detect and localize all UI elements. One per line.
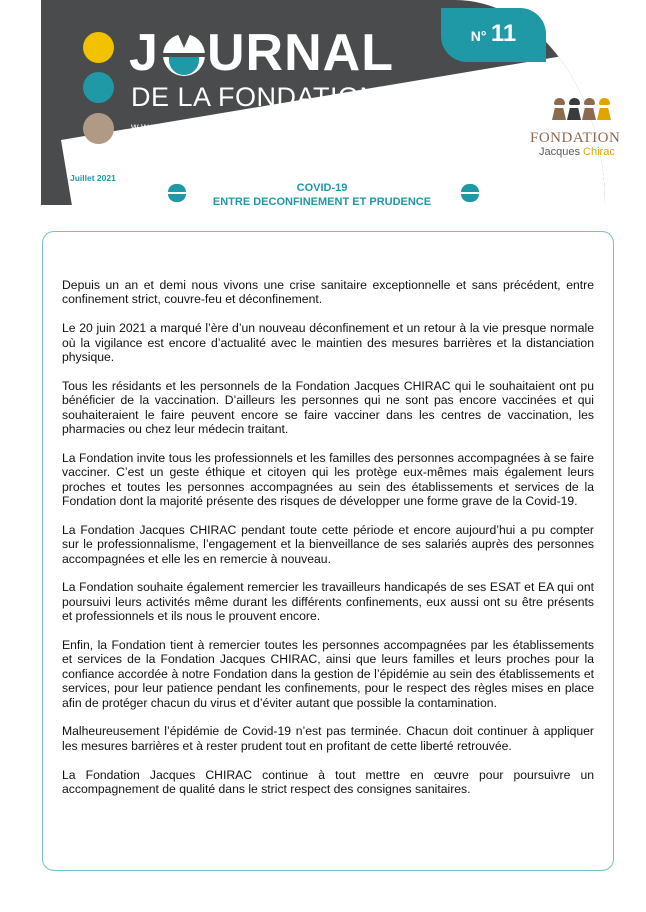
- article-title: [190, 181, 454, 209]
- article-title-line1: COVID-19: [296, 182, 348, 194]
- teal-lens-icon-right: [461, 184, 479, 202]
- article-paragraph: La Fondation Jacques CHIRAC continue à tout mettre en œuvre pour poursuivre un accompagnement de qualité dans le strict respect des consignes sanitaires.: [62, 767, 594, 797]
- teal-dot-icon: [83, 72, 114, 103]
- logo-name: FONDATION: [530, 130, 621, 146]
- logo-sub-chirac: Chirac: [583, 146, 615, 158]
- article-title-line2: ENTRE DECONFINEMENT ET PRUDENCE: [212, 196, 432, 208]
- yellow-dot-icon: [83, 32, 114, 63]
- website-url: www.fondationjacqueschirac.fr: [131, 121, 349, 133]
- article-paragraph: Le 20 juin 2021 a marqué l’ère d’un nouveau déconfinement et un retour à la vie presque normale où la vigilance est encore d’actualité avec le maintien des mesures barrières et la distanciation physique.: [62, 321, 594, 365]
- article-paragraph: Enfin, la Fondation tient à remercier toutes les personnes accompagnées par les établissements et services de la Fondation Jacques CHIRAC, ainsi que leurs familles et leurs proches pour la confiance accordée à notre Fondation dans la gestion de l’épidémie au sein des établissements et services, pour leur patience pendant les confinements, pour le respect des règles mises en place afin de protéger chacun du virus et d’éviter autant que possible la contamination.: [62, 638, 594, 710]
- journal-title-first-letter: J: [129, 24, 159, 82]
- journal-subtitle: DE LA FONDATION: [131, 82, 380, 112]
- journal-title-rest: URNAL: [207, 24, 394, 82]
- teal-lens-icon-left: [168, 184, 186, 202]
- taupe-dot-icon: [83, 113, 114, 144]
- article-paragraph: La Fondation Jacques CHIRAC pendant toute cette période et encore aujourd’hui a pu compter sur le professionnalisme, l’engagement et la bienveillance de ses salariés auprès des personnes accompagnées et elle les en remercie à nouveau.: [62, 522, 594, 566]
- issue-number-badge: [441, 8, 546, 62]
- article-paragraph: Malheureusement l’épidémie de Covid-19 n’est pas terminée. Chacun doit continuer à appliquer les mesures barrières et à rester prudent tout en profitant de cette liberté retrouvée.: [62, 724, 594, 753]
- issue-prefix: N°: [470, 28, 487, 44]
- article-paragraph: Depuis un an et demi nous vivons une crise sanitaire exceptionnelle et sans précédent, entre confinement strict, couvre-feu et déconfinement.: [62, 278, 594, 307]
- article-paragraph: La Fondation invite tous les professionnels et les familles des personnes accompagnées à se faire vacciner. C’est un geste éthique et citoyen qui les protège eux-mêmes mais également leurs proches et toutes les personnes accompagnées au sein des établissements et services de la Fondation dont la majorité présente des risques de développer une forme grave de la Covid-19.: [62, 450, 594, 509]
- people-figures-icon: [552, 98, 610, 128]
- logo-sub-first: Jacques: [539, 146, 584, 158]
- article-paragraph: La Fondation souhaite également remercier les travailleurs handicapés de ses ESAT et EA qui ont poursuivi leurs activités même durant les différents confinements, eux aussi ont su être présents et professionnels et ils nous le prouvent encore.: [62, 580, 594, 624]
- issue-date: Juillet 2021: [70, 173, 116, 183]
- article-body: [42, 231, 614, 871]
- logo-subtitle: [539, 146, 615, 158]
- issue-number: 11: [490, 20, 517, 47]
- journal-title-o-logo-icon: [163, 34, 205, 76]
- article-paragraph: Tous les résidants et les personnels de la Fondation Jacques CHIRAC qui le souhaitaient ont pu bénéficier de la vaccination. D’ailleurs les personnes qui ne sont pas encore vaccinées et qui souhaiteraient le faire peuvent encore se faire vacciner dans les centres de vaccination, les pharmacies ou chez leur médecin traitant.: [62, 378, 594, 437]
